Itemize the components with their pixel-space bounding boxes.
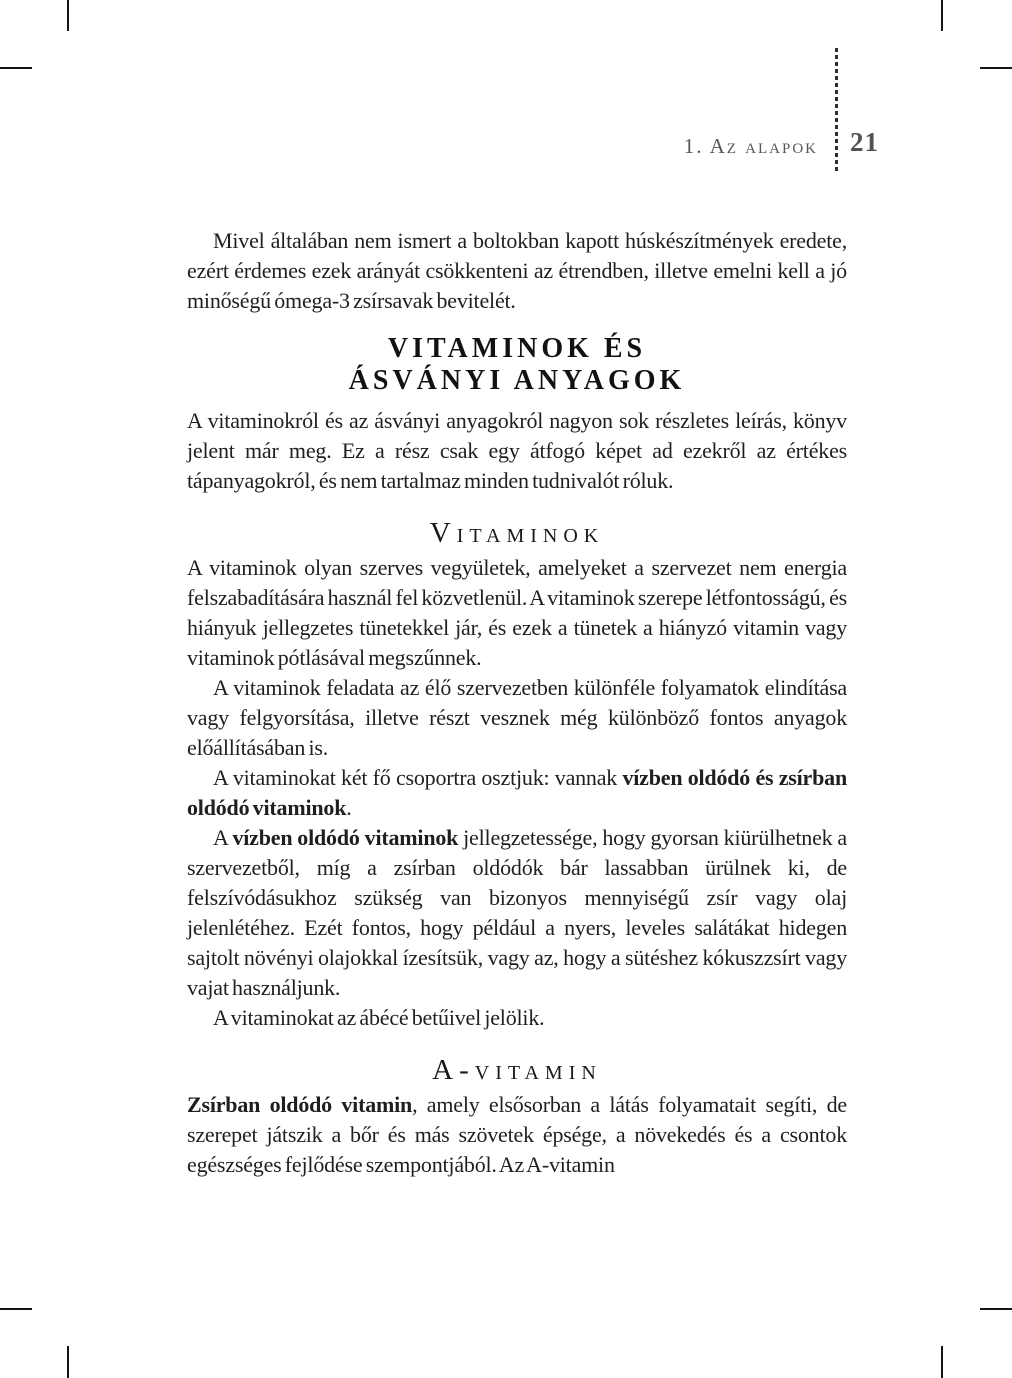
bold-text: Zsírban oldódó vitamin <box>187 1092 413 1117</box>
text: A vitaminokat az ábécé betűivel jelölik. <box>213 1005 545 1030</box>
paragraph <box>187 823 847 1003</box>
content-column <box>187 226 847 1180</box>
text: , amely elsősorban a látás folyamatait segíti, de szerepet játszik a bőr és más szövetek épsége, a növekedés és a csontok egészséges fejlődése szempontjából. Az A-vitamin <box>187 1092 847 1177</box>
paragraph <box>187 406 847 496</box>
bold-text: vízben oldódó és zsírban oldódó vitaminok <box>187 765 847 820</box>
section-heading: A-vitamin <box>432 1054 602 1086</box>
crop-mark-bottom-right-horizontal <box>980 1308 1012 1310</box>
heading-line: VITAMINOK ÉS <box>387 333 647 364</box>
paragraph <box>187 1003 847 1033</box>
crop-mark-top-left-vertical <box>67 0 69 31</box>
text: . <box>346 795 352 820</box>
crop-mark-bottom-right-vertical <box>941 1346 943 1378</box>
chapter-label: 1. Az alapok <box>683 134 818 158</box>
text: A <box>213 825 233 850</box>
text: A vitaminok olyan szerves vegyületek, amelyeket a szervezet nem energia felszabadítására használ fel közvetlenül. A vitaminok szerepe létfontosságú, és hiányuk jellegzetes tünetekkel jár, és ezek a tünetek a hiányzó vitamin vagy vitaminok pótlásával megszűnnek. <box>187 555 847 670</box>
paragraph <box>187 763 847 823</box>
paragraph <box>187 1090 847 1180</box>
heading-line: ÁSVÁNYI ANYAGOK <box>348 365 686 396</box>
section-heading: Vitaminok <box>429 517 605 549</box>
text: A vitaminok feladata az élő szervezetben különféle folyamatok elindítása vagy felgyorsítása, illetve részt vesznek még különböző fontos anyagok előállításában is. <box>187 675 847 760</box>
crop-mark-top-left-horizontal <box>0 67 32 69</box>
text: Mivel általában nem ismert a boltokban kapott húskészítmények eredete, ezért érdemes ezek arányát csökkenteni az étrendben, illetve emelni kell a jó minőségű ómega-3 zsírsavak bevitelét. <box>187 228 847 313</box>
crop-mark-bottom-left-horizontal <box>0 1308 32 1310</box>
crop-mark-bottom-left-vertical <box>67 1346 69 1378</box>
crop-mark-top-right-horizontal <box>980 67 1012 69</box>
header-dotted-divider <box>835 48 838 172</box>
page-number: 21 <box>850 127 879 157</box>
text: A vitaminokról és az ásványi anyagokról nagyon sok részletes leírás, könyv jelent már meg. Ez a rész csak egy átfogó képet ad ezekről az értékes tápanyagokról, és nem tartalmaz minden tudnivalót róluk. <box>187 408 847 493</box>
text: A vitaminokat két fő csoportra osztjuk: vannak <box>213 765 623 790</box>
bold-text: vízben oldódó vitaminok <box>232 825 459 850</box>
paragraph <box>187 226 847 316</box>
section-heading-main <box>187 333 847 397</box>
paragraph <box>187 553 847 673</box>
paragraph <box>187 673 847 763</box>
crop-mark-top-right-vertical <box>941 0 943 31</box>
text: jellegzetessége, hogy gyorsan kiürülhetnek a szervezetből, míg a zsírban oldódók bár lassabban ürülnek ki, de felszívódásukhoz szükség van bizonyos mennyiségű zsír vagy olaj jelenlétéhez. Ezét fontos, hogy például a nyers, leveles salátákat hidegen sajtolt növényi olajokkal ízesítsük, vagy az, hogy a sütéshez kókuszzsírt vagy vajat használjunk. <box>187 825 847 1000</box>
